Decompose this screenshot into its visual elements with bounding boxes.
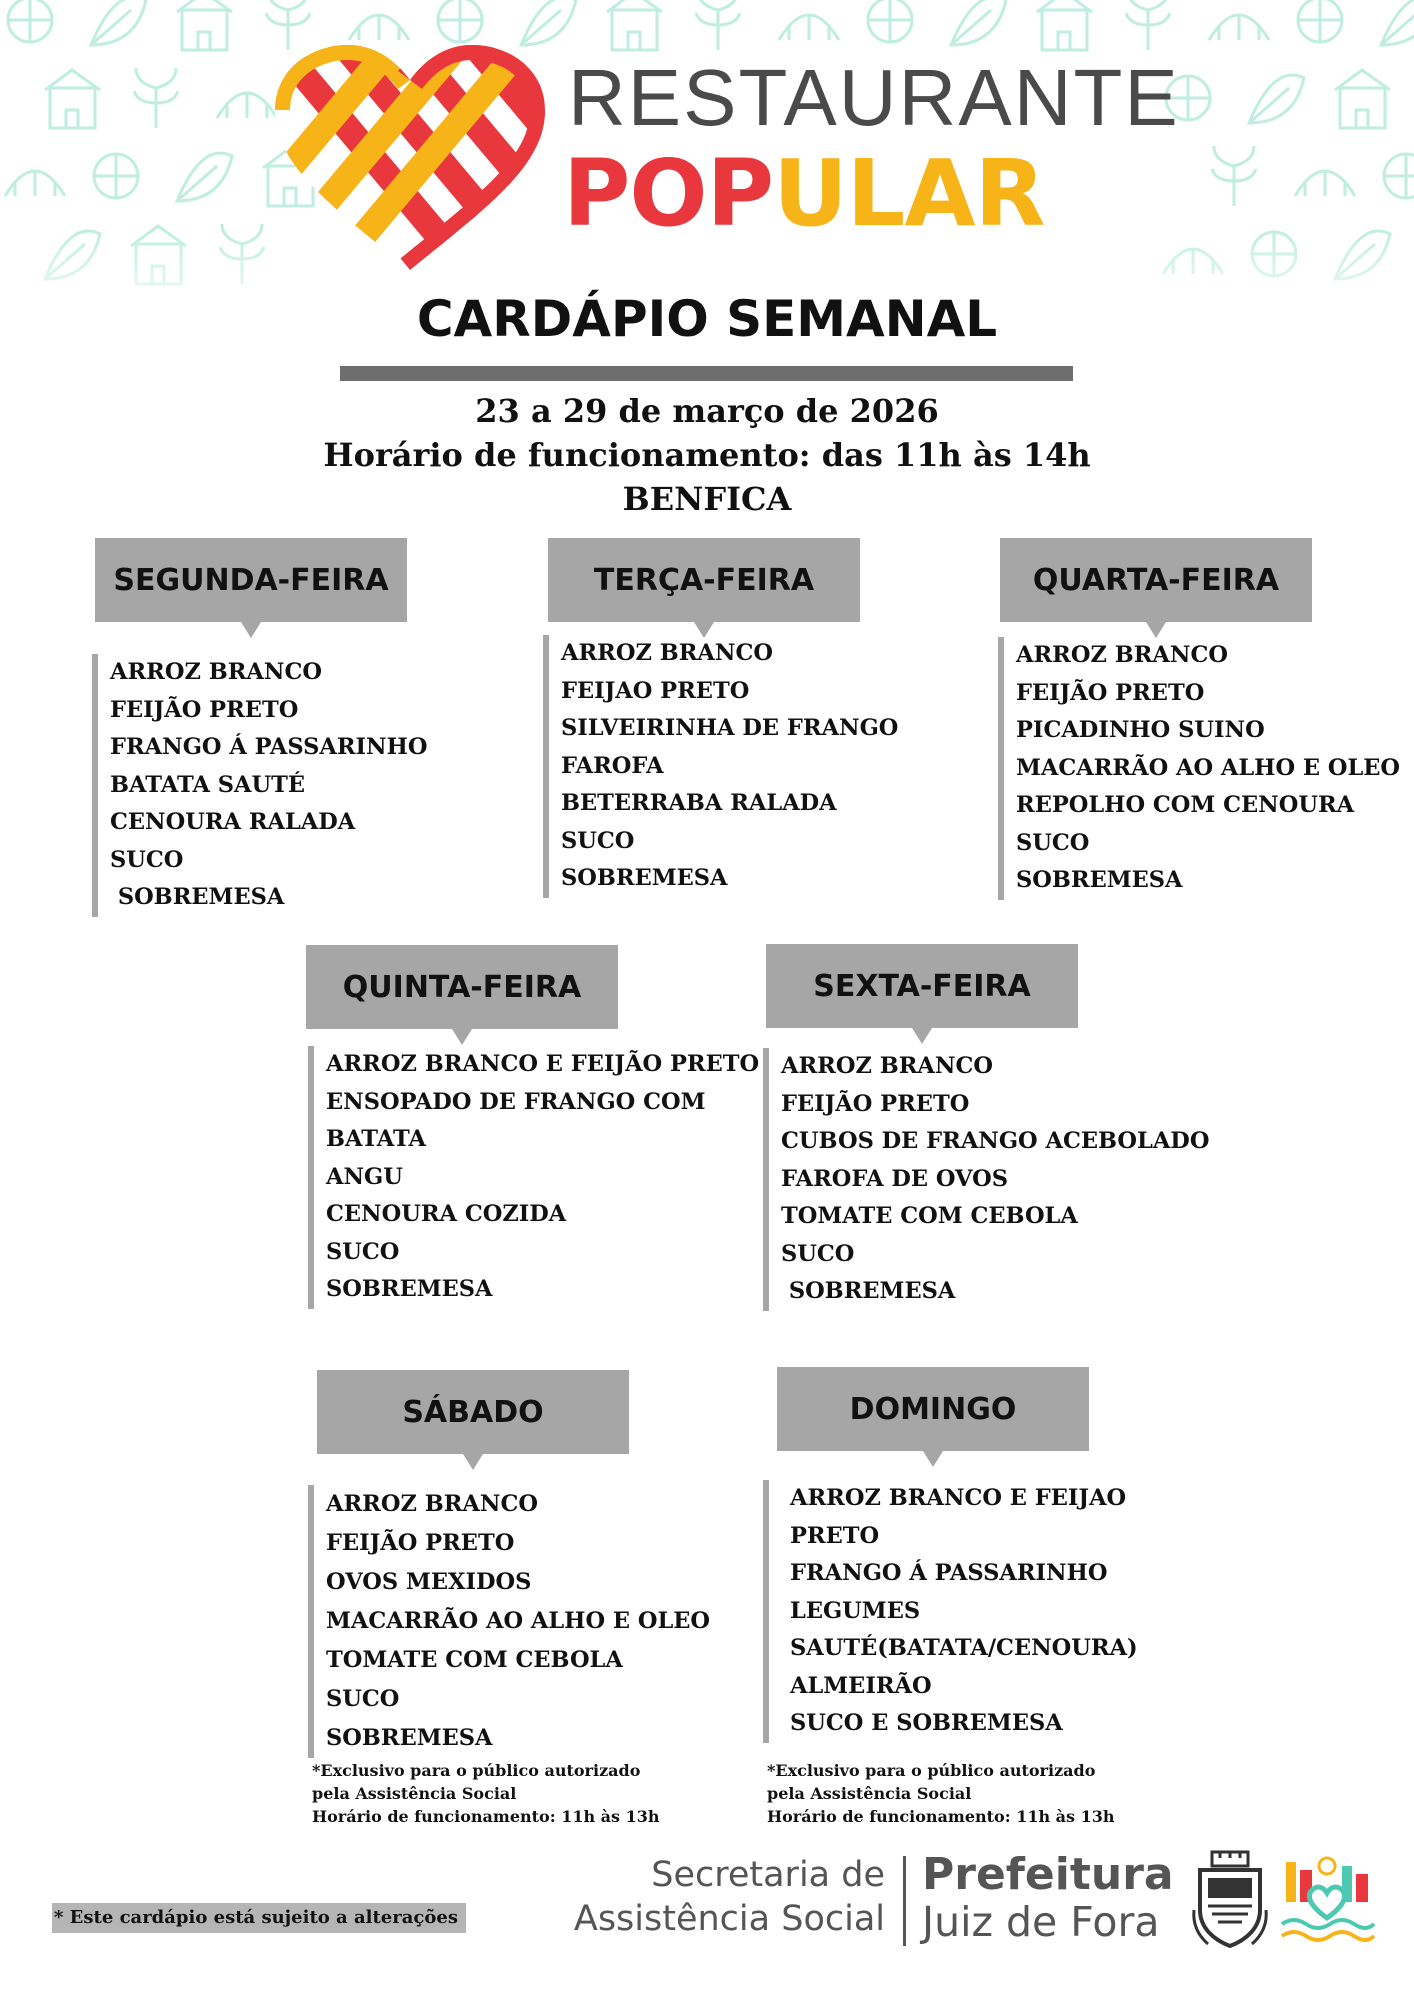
note-line: Horário de funcionamento: 11h às 13h	[312, 1807, 660, 1826]
menu-item: FAROFA	[561, 752, 664, 779]
menu-item: CUBOS DE FRANGO ACEBOLADO	[781, 1128, 1210, 1154]
brand-popular	[563, 140, 1045, 247]
prefeitura-text: Prefeitura	[922, 1849, 1174, 1900]
day-header-quarta: QUARTA-FEIRA	[1000, 538, 1312, 622]
secretaria-line1: Secretaria de	[651, 1855, 885, 1895]
menu-terca	[543, 635, 898, 898]
menu-item: CENOURA COZIDA	[326, 1201, 567, 1227]
secretaria-line2: Assistência Social	[573, 1899, 885, 1939]
day-header-domingo: DOMINGO	[777, 1367, 1089, 1451]
day-header-terca: TERÇA-FEIRA	[548, 538, 860, 622]
note-line: Horário de funcionamento: 11h às 13h	[767, 1807, 1115, 1826]
menu-item: MACARRÃO AO ALHO E OLEO	[1016, 754, 1401, 781]
menu-item: FRANGO Á PASSARINHO	[790, 1560, 1108, 1586]
brand-restaurante: RESTAURANTE	[568, 53, 1180, 142]
sabado-note	[312, 1759, 660, 1828]
menu-sexta	[763, 1048, 1209, 1311]
footer-divider	[903, 1856, 906, 1946]
brand-popular-yellow: ULAR	[773, 140, 1045, 247]
menu-item: SOBREMESA	[110, 884, 285, 910]
menu-item: FEIJÃO PRETO	[110, 696, 299, 723]
menu-item: SOBREMESA	[561, 865, 728, 891]
menu-item: TOMATE COM CEBOLA	[781, 1203, 1078, 1229]
menu-item: SOBREMESA	[1016, 867, 1183, 893]
menu-item: FAROFA DE OVOS	[781, 1165, 1008, 1192]
menu-item: SUCO	[1016, 829, 1090, 856]
note-line: pela Assistência Social	[312, 1784, 517, 1803]
menu-item: OVOS MEXIDOS	[326, 1569, 532, 1595]
menu-item: REPOLHO COM CENOURA	[1016, 792, 1355, 818]
menu-item: SILVEIRINHA DE FRANGO	[561, 715, 899, 741]
menu-item: ANGU	[326, 1163, 403, 1190]
menu-item: SUCO	[326, 1238, 400, 1265]
secretaria-logo-text	[555, 1853, 885, 1941]
menu-item: SUCO E SOBREMESA	[790, 1710, 1063, 1736]
heart-logo-icon	[270, 45, 550, 275]
menu-item: SAUTÉ(BATATA/CENOURA)	[790, 1635, 1138, 1661]
menu-item: TOMATE COM CEBOLA	[326, 1647, 623, 1673]
city-text: Juiz de Fora	[922, 1898, 1160, 1946]
day-header-sabado: SÁBADO	[317, 1370, 629, 1454]
day-header-sexta: SEXTA-FEIRA	[766, 944, 1078, 1028]
note-line: *Exclusivo para o público autorizado	[767, 1761, 1096, 1780]
date-range: 23 a 29 de março de 2026	[475, 392, 939, 430]
menu-item: SUCO	[326, 1686, 400, 1712]
menu-quarta	[998, 637, 1400, 900]
day-header-quinta: QUINTA-FEIRA	[306, 945, 618, 1029]
menu-item: FEIJÃO PRETO	[781, 1090, 970, 1117]
menu-quinta	[308, 1046, 759, 1309]
menu-item: ARROZ BRANCO	[561, 640, 773, 666]
city-crest-icon	[1190, 1850, 1270, 1948]
menu-item: BATATA SAUTÉ	[110, 771, 306, 798]
opening-hours: Horário de funcionamento: das 11h às 14h	[323, 436, 1091, 474]
menu-item: FEIJÃO PRETO	[1016, 679, 1205, 706]
page-title: CARDÁPIO SEMANAL	[416, 290, 998, 348]
menu-item: ARROZ BRANCO E FEIJAO	[790, 1485, 1127, 1511]
menu-item: ARROZ BRANCO	[326, 1491, 538, 1517]
menu-item: PICADINHO SUINO	[1016, 717, 1265, 743]
menu-item: ARROZ BRANCO	[781, 1053, 993, 1079]
menu-item: FEIJAO PRETO	[561, 677, 750, 704]
unit-name: BENFICA	[622, 480, 792, 518]
menu-item: CENOURA RALADA	[110, 809, 356, 835]
menu-item: ARROZ BRANCO	[110, 659, 322, 685]
menu-segunda	[92, 654, 427, 917]
disclaimer-badge: * Este cardápio está sujeito a alterações	[52, 1903, 466, 1933]
domingo-note	[767, 1759, 1115, 1828]
title-divider	[340, 366, 1073, 381]
note-line: *Exclusivo para o público autorizado	[312, 1761, 641, 1780]
menu-item: PRETO	[790, 1522, 880, 1549]
menu-item: FEIJÃO PRETO	[326, 1530, 515, 1556]
menu-item: ALMEIRÃO	[790, 1672, 932, 1699]
menu-item: MACARRÃO AO ALHO E OLEO	[326, 1608, 711, 1634]
menu-item: ARROZ BRANCO E FEIJÃO PRETO	[326, 1051, 760, 1077]
menu-item: LEGUMES	[790, 1597, 921, 1624]
day-header-segunda: SEGUNDA-FEIRA	[95, 538, 407, 622]
jf-heart-logo-icon	[1278, 1852, 1376, 1948]
menu-item: BETERRABA RALADA	[561, 790, 837, 816]
brand-popular-red: POP	[563, 140, 774, 247]
menu-item: SUCO	[110, 846, 184, 873]
menu-item: ENSOPADO DE FRANGO COM	[326, 1088, 706, 1115]
menu-item: SUCO	[561, 827, 635, 854]
menu-item: ARROZ BRANCO	[1016, 642, 1228, 668]
menu-item: SUCO	[781, 1240, 855, 1267]
menu-item: FRANGO Á PASSARINHO	[110, 734, 428, 760]
note-line: pela Assistência Social	[767, 1784, 972, 1803]
menu-item: BATATA	[326, 1126, 426, 1152]
menu-domingo	[763, 1480, 1138, 1743]
menu-item: SOBREMESA	[326, 1276, 493, 1302]
menu-sabado	[308, 1485, 710, 1758]
menu-item: SOBREMESA	[781, 1278, 956, 1304]
menu-item: SOBREMESA	[326, 1725, 493, 1751]
